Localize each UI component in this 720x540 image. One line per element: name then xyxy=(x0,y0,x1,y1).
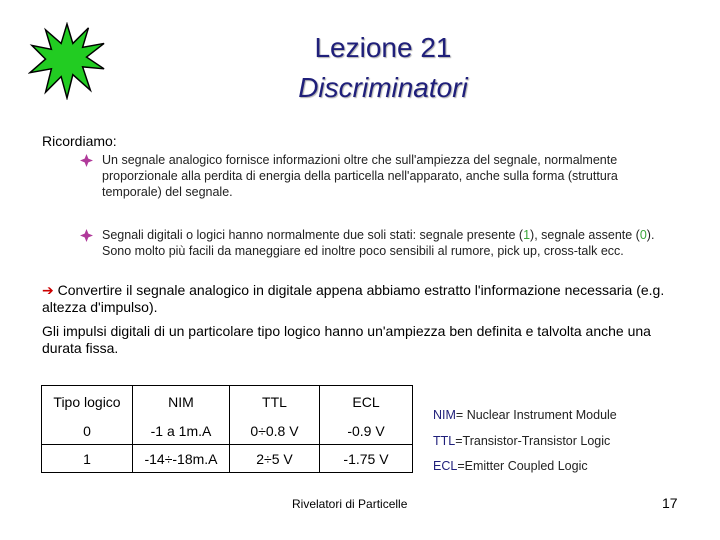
table-cell: -1.75 V xyxy=(320,445,413,473)
table-cell: -14÷-18m.A xyxy=(133,445,230,473)
note-ttl: TTL=Transistor-Transistor Logic xyxy=(433,434,611,448)
diamond-bullet-icon xyxy=(80,154,93,167)
table-cell: -1 a 1m.A xyxy=(133,417,230,445)
table-cell: 0÷0.8 V xyxy=(230,417,320,445)
table-row xyxy=(42,417,413,445)
bullet-digital: Segnali digitali o logici hanno normalmente due soli stati: segnale presente (1), segnale assente (0). Sono molto più facili da maneggiare ed inoltre poco sensibili al rumore, pick up, cross-talk ecc. xyxy=(102,228,655,258)
note-ecl: ECL=Emitter Coupled Logic xyxy=(433,459,588,473)
slide-title-line1: Lezione 21 xyxy=(314,32,452,63)
state-one: 1 xyxy=(523,228,531,242)
page-number: 17 xyxy=(662,495,678,511)
slide-title-line2: Discriminatori xyxy=(298,72,468,103)
impulse-text: Gli impulsi digitali di un particolare tipo logico hanno un'ampiezza ben definita e talvolta anche una durata fissa. xyxy=(42,323,651,356)
table-cell: -0.9 V xyxy=(320,417,413,445)
table-cell: 2÷5 V xyxy=(230,445,320,473)
table-row xyxy=(42,445,413,473)
table-cell: 0 xyxy=(42,417,133,445)
diamond-bullet-icon xyxy=(80,229,93,242)
logic-types-table xyxy=(41,385,413,473)
table-header: NIM xyxy=(133,386,230,418)
arrow-right-icon: ➔ xyxy=(42,282,54,298)
bullet-analog: Un segnale analogico fornisce informazioni oltre che sull'ampiezza del segnale, normalmente proporzionale alla perdita di energia della particella nell'apparato, anche sulla forma (struttura temporale) del segnale. xyxy=(102,153,618,199)
table-header: TTL xyxy=(230,386,320,418)
convert-text: ➔ Convertire il segnale analogico in digitale appena abbiamo estratto l'informazione necessaria (e.g. altezza d'impulso). xyxy=(42,282,665,315)
table-cell: 1 xyxy=(42,445,133,473)
intro-text: Ricordiamo: xyxy=(42,133,117,149)
table-header: Tipo logico xyxy=(42,386,133,418)
footer-text: Rivelatori di Particelle xyxy=(292,497,408,511)
note-nim: NIM= Nuclear Instrument Module xyxy=(433,408,617,422)
table-header-row xyxy=(42,386,413,418)
state-zero: 0 xyxy=(639,228,647,242)
table-header: ECL xyxy=(320,386,413,418)
